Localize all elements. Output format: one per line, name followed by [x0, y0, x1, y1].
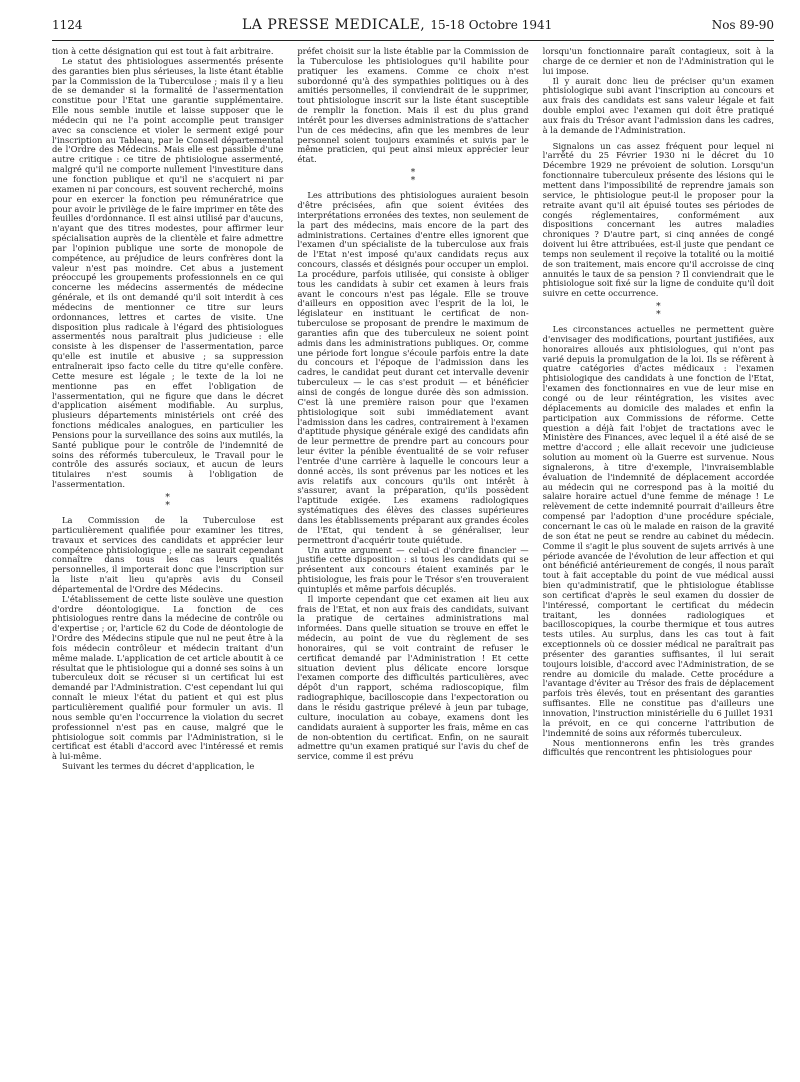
paragraph: Signalons un cas assez fréquent pour lequel ni l'arrêté du 25 Février 1930 ni le décret du 10 Décembre 1929 ne prévoient de solution. Lorsqu'un fonctionnaire tuberculeux présente des lésions qui le mettent dans l'impossibilité de reprendre jamais son service, le phtisiologue peut-il le proposer pour la retraite avant qu'il ait épuisé toutes ses périodes de congés réglementaires, conformément aux dispositions concernant les autres maladies chroniques ? D'autre part, si cinq années de congé doivent lui être attribuées, est-il juste que pendant ce temps non seulement il reçoive la totalité ou la moitié de son traitement, mais encore qu'il accroisse de cinq annuités le taux de sa pension ? Il conviendrait que le phtisiologue soit fixé sur la ligne de conduite qu'il doit suivre en cette occurrence.	[542, 140, 774, 299]
column-2	[297, 47, 528, 772]
column-1	[52, 47, 283, 772]
paragraph: L'établissement de cette liste soulève une question d'ordre déontologique. La fonction de ces phtisiologues rentre dans la médecine de contrôle ou d'expertise ; or, l'article 62 du Code de déontologie de l'Ordre des Médecins stipule que nul ne peut être à la fois médecin contrôleur et médecin traitant d'un même malade. L'application de cet article aboutit à ce résultat que le phtisiologue qui a donné ses soins à un tuberculeux doit se récuser si un certificat lui est demandé par l'Administration. C'est cependant lui qui connaît le mieux l'état du patient et qui est plus particulièrement qualifié pour formuler un avis. Il nous semble qu'en l'occurrence la violation du secret professionnel n'est pas en cause, malgré que le phtisiologue soit commis par l'Administration, si le certificat est établi d'accord avec l'intéressé et remis à lui-même.	[52, 593, 284, 762]
separator-star: *	[165, 492, 170, 503]
issue-number: Nos 89-90	[711, 18, 774, 32]
article-columns	[52, 47, 774, 772]
paragraph: Les attributions des phtisiologues auraient besoin d'être précisées, afin que soient évitées des interprétations erronées des textes, non seulement de la part des médecins, mais encore de la part des administrations. Certaines d'entre elles ignorent que l'examen d'un spécialiste de la tuberculose aux frais de l'Etat n'est imposé qu'aux candidats reçus aux concours, classés et désignés pour occuper un emploi. La procédure, parfois utilisée, qui consiste à obliger tous les candidats à subir cet examen à leurs frais avant le concours n'est pas légale. Elle se trouve d'ailleurs en opposition avec l'esprit de la loi, le législateur en instituant le certificat de non-tuberculose se proposant de prendre le maximum de garanties afin que des tuberculeux ne soient point admis dans les administrations publiques. Or, comme une période fort longue s'écoule parfois entre la date du concours et l'époque de l'admission dans les cadres, le candidat peut durant cet intervalle devenir tuberculeux — le cas s'est produit — et bénéficier ainsi de congés de longue durée dès son admission. C'est là une première raison pour que l'examen phtisiologique soit subi immédiatement avant l'admission dans les cadres, contrairement à l'examen d'aptitude physique générale exigé des candidats afin de leur permettre de prendre part au concours pour leur éviter la pénible éventualité de se voir refuser l'entrée d'une carrière à laquelle le concours leur a donné accès, ils sont prévenus par les notices et les avis relatifs aux concours qu'ils ont intérêt à s'assurer, avant la préparation, qu'ils possèdent l'aptitude exigée. Les examens radiologiques systématiques des élèves des classes supérieures dans les établissements préparant aux grandes écoles de l'Etat, qui tendent à se généraliser, leur permettront d'acquérir toute quiétude.	[297, 190, 529, 545]
journal-title: LA PRESSE MEDICALE,	[242, 17, 426, 33]
paragraph: Un autre argument — celui-ci d'ordre financier — justifie cette disposition : si tous les candidats qui se présentent aux concours étaient examinés par le phtisiologue, les frais pour le Trésor s'en trouveraient quintuplés et même parfois décuplés.	[297, 544, 529, 594]
paragraph: La Commission de la Tuberculose est particulièrement qualifiée pour examiner les titres, travaux et services des candidats et apprécier leur compétence phtisiologique ; elle ne saurait cependant connaître dans tous les cas leurs qualités personnelles, il importerait donc que l'inscription sur la liste n'ait lieu qu'après avis du Conseil départemental de l'Ordre des Médecins.	[52, 514, 284, 594]
separator-star: *	[656, 310, 661, 321]
separator-star: *	[165, 500, 170, 511]
page-header	[52, 14, 774, 41]
paragraph: lorsqu'un fonctionnaire paraît contagieux, soit à la charge de ce dernier et non de l'Administration qui le lui impose.	[542, 46, 774, 76]
separator-star: *	[656, 302, 661, 313]
section-separator	[543, 303, 774, 319]
paragraph: Nous mentionnerons enfin les très grandes difficultés que rencontrent les phtisiologues pour	[542, 737, 774, 758]
paragraph: Il y aurait donc lieu de préciser qu'un examen phtisiologique subi avant l'inscription au concours et aux frais des candidats est sans valeur légale et fait double emploi avec l'examen qui doit être pratiqué aux frais du Trésor avant l'admission dans les cadres, à la demande de l'Administration.	[542, 75, 774, 135]
journal-title-line	[242, 14, 552, 33]
paragraph: Suivant les termes du décret d'application, le	[62, 761, 255, 772]
paragraph: Il importe cependant que cet examen ait lieu aux frais de l'Etat, et non aux frais des candidats, suivant la pratique de certaines administrations mal informées. Dans quelle situation se trouve en effet le médecin, au point de vue du règlement de ses honoraires, qui se voit contraint de refuser le certificat demandé par l'Administration ! Et cette situation devient plus délicate encore lorsque l'examen comporte des difficultés particulières, avec dépôt d'un rapport, schéma radioscopique, film radiographique, bacilloscopie dans l'expectoration ou dans le résidu gastrique prélevé à jeun par tubage, culture, inoculation au cobaye, examens dont les candidats auraient à supporter les frais, même en cas de non-obtention du certificat. Enfin, on ne saurait admettre qu'un examen pratiqué sur l'avis du chef de service, comme il est prévu	[297, 593, 529, 762]
paragraph: tion à cette désignation qui est tout à fait arbitraire.	[52, 46, 274, 56]
paragraph: Les circonstances actuelles ne permettent guère d'envisager des modifications, pourtant justifiées, aux honoraires alloués aux phtisiologues, qui n'ont pas varié depuis la promulgation de la loi. Ils se réfèrent à quatre catégories d'actes médicaux : l'examen phtisiologique des candidats à une fonction de l'Etat, l'examen des fonctionnaires en vue de leur mise en congé ou de leur réintégration, les visites avec déplacements au domicile des malades et enfin la participation aux Commissions de réforme. Cette question a déjà fait l'objet de tractations avec le Ministère des Finances, avec lequel il a été aisé de se mettre d'accord ; elle allait recevoir une judicieuse solution au moment où la Guerre est survenue. Nous signalerons, à titre d'exemple, l'invraisemblable évaluation de l'indemnité de déplacement accordée au médecin qui ne correspond pas à la moitié du salaire horaire actuel d'une femme de ménage ! Le relèvement de cette indemnité pourrait d'ailleurs être compensé par l'adoption d'une procédure spéciale, concernant le cas où le malade en raison de la gravité de son état ne peut se rendre au cabinet du médecin. Comme il s'agit le plus souvent de sujets arrivés à une période avancée de l'évolution de leur affection et qui ont bénéficié antérieurement de congés, il nous paraît tout à fait acceptable du point de vue médical aussi bien qu'administratif, que le phtisiologue établisse son certificat d'après le seul examen du dossier de l'intéressé, comportant le certificat du médecin traitant, les données radiologiques et bacilloscopiques, la courbe thermique et tous autres tests utiles. Au surplus, dans les cas tout à fait exceptionnels où ce dossier médical ne paraîtrait pas présenter des garanties suffisantes, il lui serait toujours loisible, d'accord avec l'Administration, de se rendre au domicile du malade. Cette procédure a l'avantage d'éviter au Trésor des frais de déplacement parfois très élevés, tout en présentant des garanties suffisantes. Elle ne constitue pas d'ailleurs une innovation, l'instruction ministérielle du 6 Juillet 1931 la prévoit, en ce qui concerne l'attribution de l'indemnité de soins aux réformés tuberculeux.	[542, 324, 774, 738]
section-separator	[52, 494, 283, 510]
section-separator	[297, 169, 528, 185]
separator-star: *	[410, 168, 416, 179]
page-number: 1124	[52, 18, 83, 32]
paragraph: préfet choisit sur la liste établie par la Commission de la Tuberculose les phtisiologues qu'il habilite pour pratiquer les examens. Comme ce choix n'est subordonné qu'à des sympathies politiques ou à des amitiés personnelles, il conviendrait de le supprimer, tout phtisiologue inscrit sur la liste étant susceptible de remplir la fonction. Mais il est du plus grand intérêt pour les diverses administrations de s'attacher l'un de ces médecins, afin que les membres de leur personnel soient toujours examinés et suivis par le même praticien, qui peut ainsi mieux apprécier leur état.	[297, 46, 529, 165]
column-3	[543, 47, 774, 772]
paragraph: Le statut des phtisiologues assermentés présente des garanties bien plus sérieuses, la liste étant établie par la Commission de la Tuberculose ; mais il y a lieu de se demander si la formalité de l'assermentation constitue pour l'Etat une garantie supplémentaire. Elle nous semble inutile et laisse supposer que le médecin qui ne l'a point accomplie peut transiger avec sa conscience et violer le serment exigé pour l'inscription au Tableau, par le Conseil départemental de l'Ordre des Médecins. Mais elle est passible d'une autre critique : ce titre de phtisiologue assermenté, malgré qu'il ne comporte nullement l'investiture dans une fonction publique et qu'il ne s'acquiert ni par examen ni par concours, est souvent recherché, moins pour en exercer la fonction peu rémunératrice que pour avoir le privilège de le faire imprimer en tête des feuilles d'ordonnance. Il est ainsi utilisé par d'aucuns, n'ayant que des titres modestes, pour affirmer leur spécialisation auprès de la clientèle et faire admettre par l'opinion publique une sorte de monopole de compétence, au préjudice de leurs confrères dont la valeur n'est pas moindre. Cet abus a justement préoccupé les groupements professionnels en ce qui concerne les médecins assermentés de médecine générale, et ils ont demandé qu'il soit interdit à ces médecins de mentionner ce titre sur leurs ordonnances, lettres et cartes de visite. Une disposition plus radicale à l'égard des phtisiologues assermentés nous paraîtrait plus judicieuse : elle consiste à les dispenser de l'assermentation, parce qu'elle est inutile et abusive ; sa suppression entraînerait ipso facto celle du titre qu'elle confère. Cette mesure est légale ; le texte de la loi ne mentionne pas en effet l'obligation de l'assermentation, qui ne figure que dans le décret d'application aisément modifiable. Au surplus, plusieurs départements ministériels ont créé des fonctions médicales analogues, en particulier les Pensions pour la surveillance des soins aux mutilés, la Santé publique pour le contrôle de l'indemnité de soins des réformés tuberculeux, le Travail pour le contrôle des assurés sociaux, et aucun de leurs titulaires n'est soumis à l'obligation de l'assermentation.	[52, 55, 284, 490]
issue-date: 15-18 Octobre 1941	[430, 18, 553, 32]
separator-star: *	[410, 176, 416, 187]
